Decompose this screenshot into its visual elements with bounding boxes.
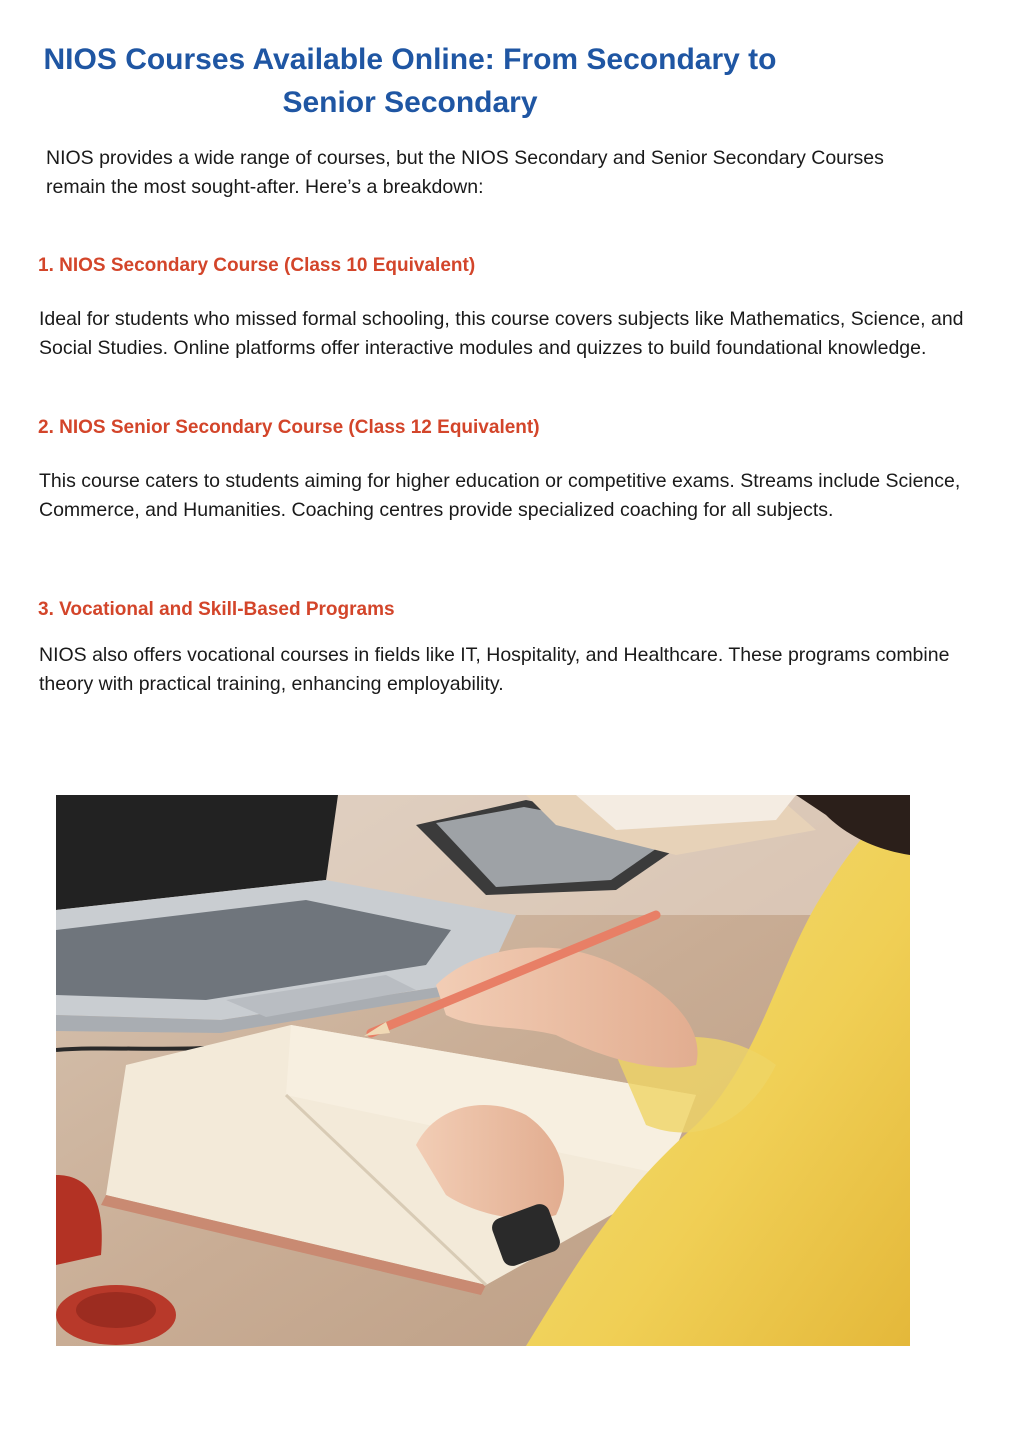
section-heading-vocational: 3. Vocational and Skill-Based Programs — [38, 599, 395, 620]
study-photo — [56, 795, 910, 1346]
title-line-2: Senior Secondary — [282, 86, 538, 119]
title-line-1: NIOS Courses Available Online: From Secondary to — [43, 43, 777, 76]
page-title — [0, 38, 820, 124]
section-heading-secondary: 1. NIOS Secondary Course (Class 10 Equivalent) — [38, 255, 476, 276]
section-heading-senior-secondary: 2. NIOS Senior Secondary Course (Class 12 Equivalent) — [38, 417, 540, 438]
section-body-vocational: NIOS also offers vocational courses in fields like IT, Hospitality, and Healthcare. These programs combine theory with practical training, enhancing employability. — [39, 644, 950, 695]
section-body-senior-secondary: This course caters to students aiming for higher education or competitive exams. Streams include Science, Commerce, and Humanities. Coaching centres provide specialized coaching for all subjects. — [39, 470, 961, 521]
section-body-secondary: Ideal for students who missed formal schooling, this course covers subjects like Mathematics, Science, and Social Studies. Online platforms offer interactive modules and quizzes to build foundational knowledge. — [39, 308, 964, 359]
intro-paragraph: NIOS provides a wide range of courses, but the NIOS Secondary and Senior Secondary Courses remain the most sought-after. Here’s a breakdown: — [46, 147, 884, 198]
